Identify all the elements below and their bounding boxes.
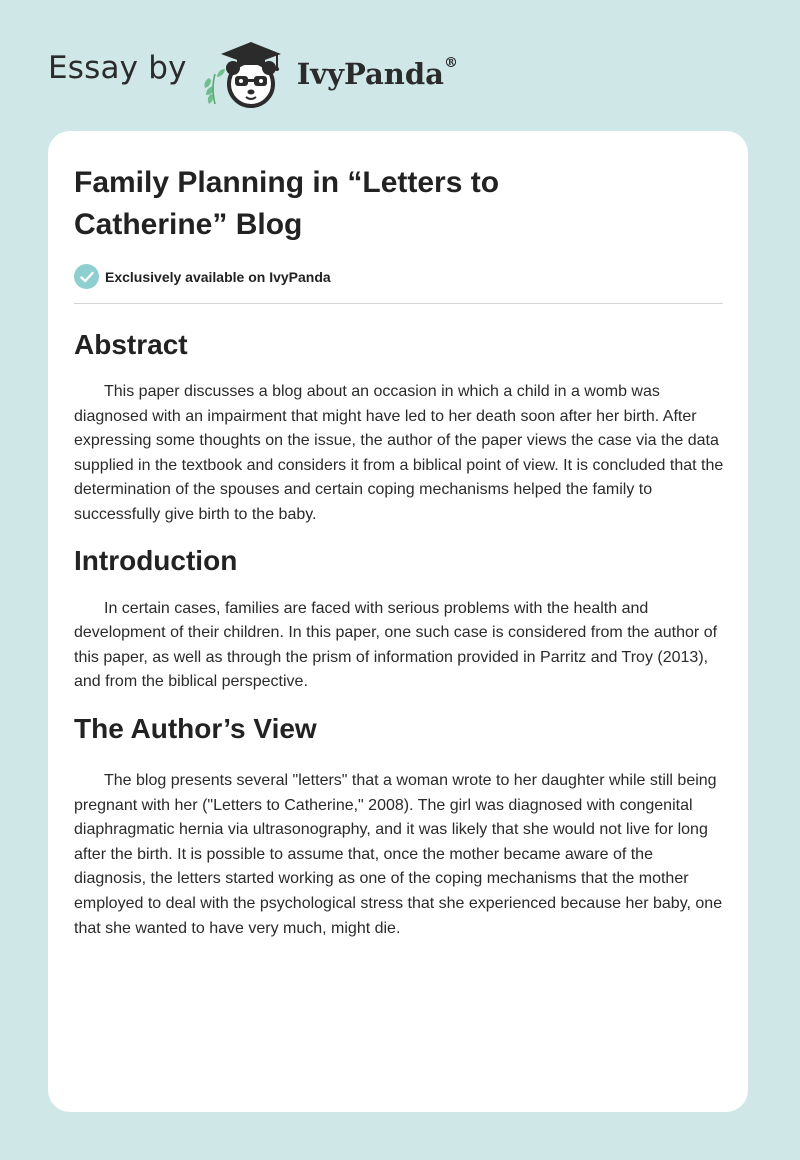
article-card [48,131,748,1112]
section-paragraph-authors-view: The blog presents several "letters" that a woman wrote to her daughter while still being pregnant with her ("Letters to Catherine," 2008). The girl was diagnosed with congenital diaphragmatic hernia via ultrasonography, and it was likely that she would not live for long after the birth. It is possible to assume that, once the mother became aware of the diagnosis, the letters started working as one of the coping mechanisms that the mother employed to deal with the psychological stress that she experienced because her baby, one that she wanted to have very much, might die. [74,771,723,937]
article-body [74,319,724,941]
section-heading-authors-view: The Author’s View [74,712,317,744]
essay-by-label: Essay by [48,50,187,86]
section-paragraph-abstract: This paper discusses a blog about an occasion in which a child in a womb was diagnosed with an impairment that might have led to her death soon after her birth. After expressing some thoughts on the issue, the author of the paper views the case via the data supplied in the textbook and considers it from a biblical point of view. It is concluded that the determination of the spouses and certain coping mechanisms helped the family to successfully give birth to the baby. [74,383,724,523]
title-divider [74,303,723,304]
brand-name[interactable] [297,57,458,91]
exclusive-badge [74,264,331,289]
article-title: Family Planning in “Letters to Catherine” Blog [74,166,500,241]
section-paragraph-introduction: In certain cases, families are faced with serious problems with the health and development of their children. In this paper, one such case is considered from the author of this paper, as well as through the prism of information provided in Parritz and Troy (2013), and from the biblical perspective. [74,599,718,691]
registered-mark: ® [443,55,458,72]
section-heading-introduction: Introduction [74,544,238,576]
site-header [48,34,458,110]
check-circle-icon [74,264,99,289]
exclusive-badge-text: Exclusively available on IvyPanda [105,268,331,285]
section-heading-abstract: Abstract [74,329,188,360]
brand-text: IvyPanda [296,57,444,91]
ivypanda-logo-icon[interactable] [201,34,291,110]
